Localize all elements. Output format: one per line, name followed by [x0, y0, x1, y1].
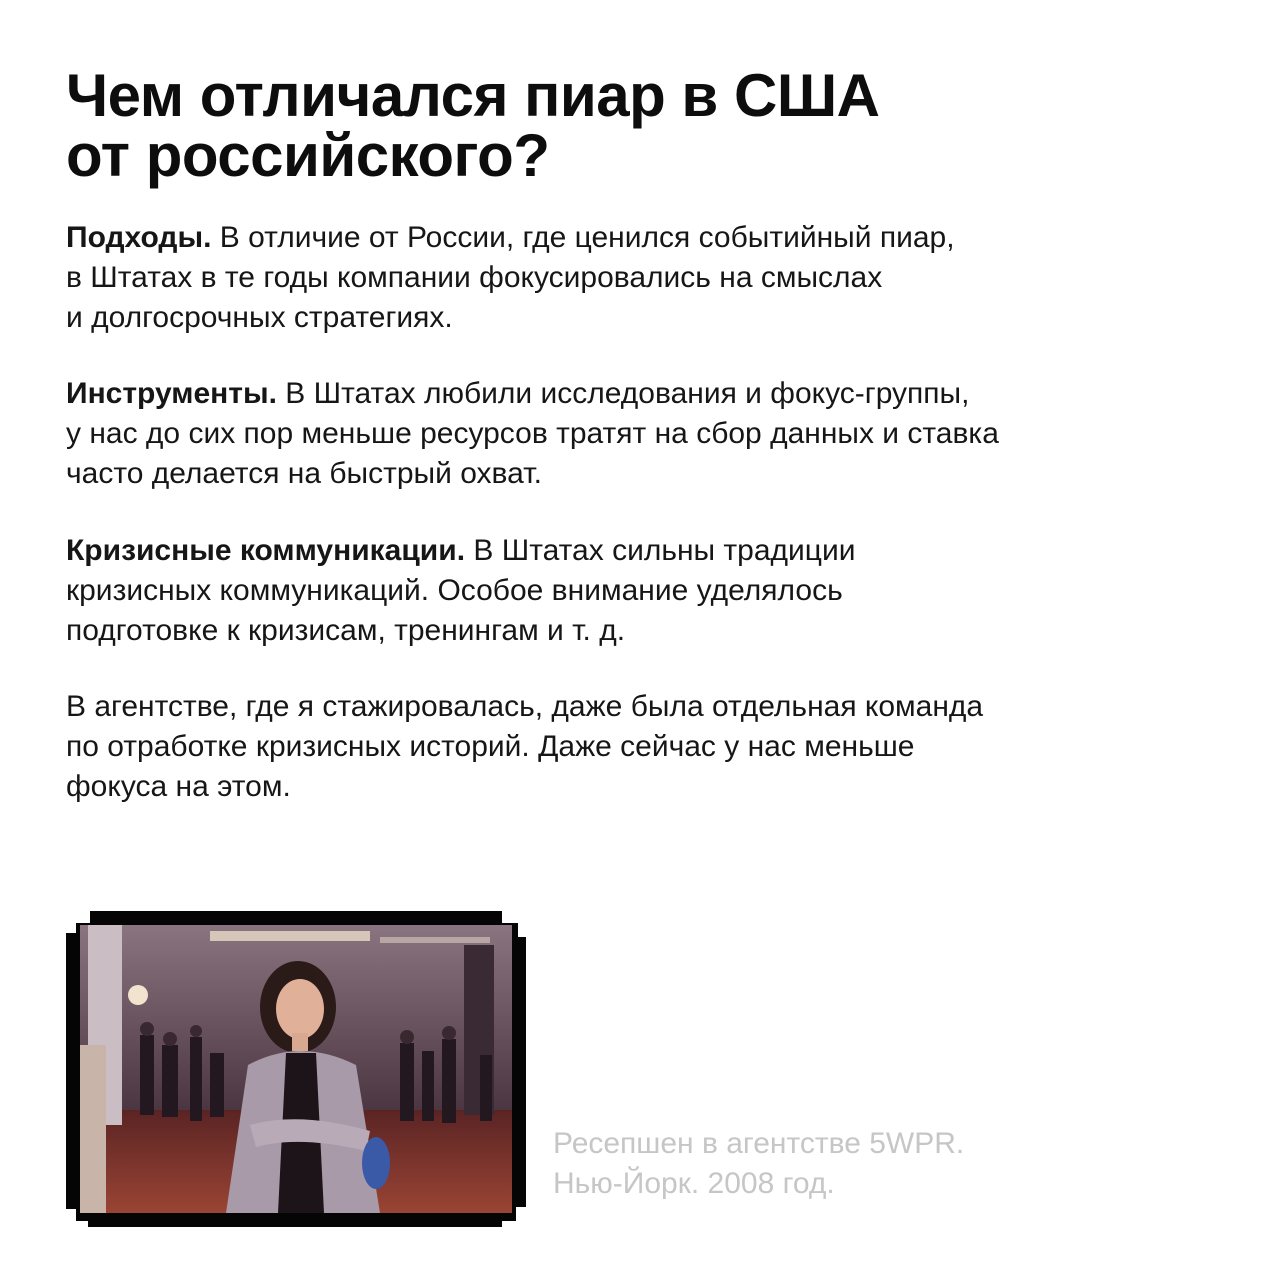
paragraph-text: В Штатах любили исследования и фокус-группы,	[285, 377, 970, 410]
title-line: от российского?	[66, 122, 550, 189]
paragraph-lead: Инструменты.	[66, 377, 277, 410]
paragraph-line: и долгосрочных стратегиях.	[66, 301, 453, 334]
paragraph-line: часто делается на быстрый охват.	[66, 457, 542, 490]
title-line: Чем отличался пиар в США	[66, 62, 880, 129]
frame-bottom	[88, 1213, 502, 1227]
paragraph-text: В отличие от России, где ценился событийный пиар,	[219, 221, 955, 254]
caption-line: Нью-Йорк. 2008 год.	[553, 1167, 835, 1200]
paragraph-crisis	[66, 531, 1236, 651]
photo-caption	[553, 1124, 964, 1204]
paragraph-line: В агентстве, где я стажировалась, даже была отдельная команда	[66, 690, 984, 723]
paragraph-line	[66, 374, 1236, 414]
paragraph-line	[66, 531, 1236, 571]
paragraph-tools	[66, 374, 1236, 494]
photo-illustration	[80, 925, 512, 1213]
paragraph-text: В Штатах сильны традиции	[473, 534, 856, 567]
paragraph-lead: Кризисные коммуникации.	[66, 534, 466, 567]
paragraph-line: по отработке кризисных историй. Даже сейчас у нас меньше	[66, 730, 915, 763]
photo-frame	[66, 911, 526, 1229]
caption-line: Ресепшен в агентстве 5WPR.	[553, 1127, 965, 1160]
paragraph-line: у нас до сих пор меньше ресурсов тратят на сбор данных и ставка	[66, 417, 999, 450]
frame-right	[510, 937, 526, 1207]
paragraph-agency	[66, 687, 1236, 807]
paragraph-line: кризисных коммуникаций. Особое внимание уделялось	[66, 574, 843, 607]
reception-photo	[80, 925, 512, 1213]
page-title	[66, 62, 1216, 189]
paragraph-lead: Подходы.	[66, 221, 212, 254]
paragraph-line: фокуса на этом.	[66, 770, 291, 803]
paragraph-approaches	[66, 218, 1236, 338]
paragraph-line: в Штатах в те годы компании фокусировались на смыслах	[66, 261, 883, 294]
paragraph-line	[66, 218, 1236, 258]
paragraph-line: подготовке к кризисам, тренингам и т. д.	[66, 614, 626, 647]
